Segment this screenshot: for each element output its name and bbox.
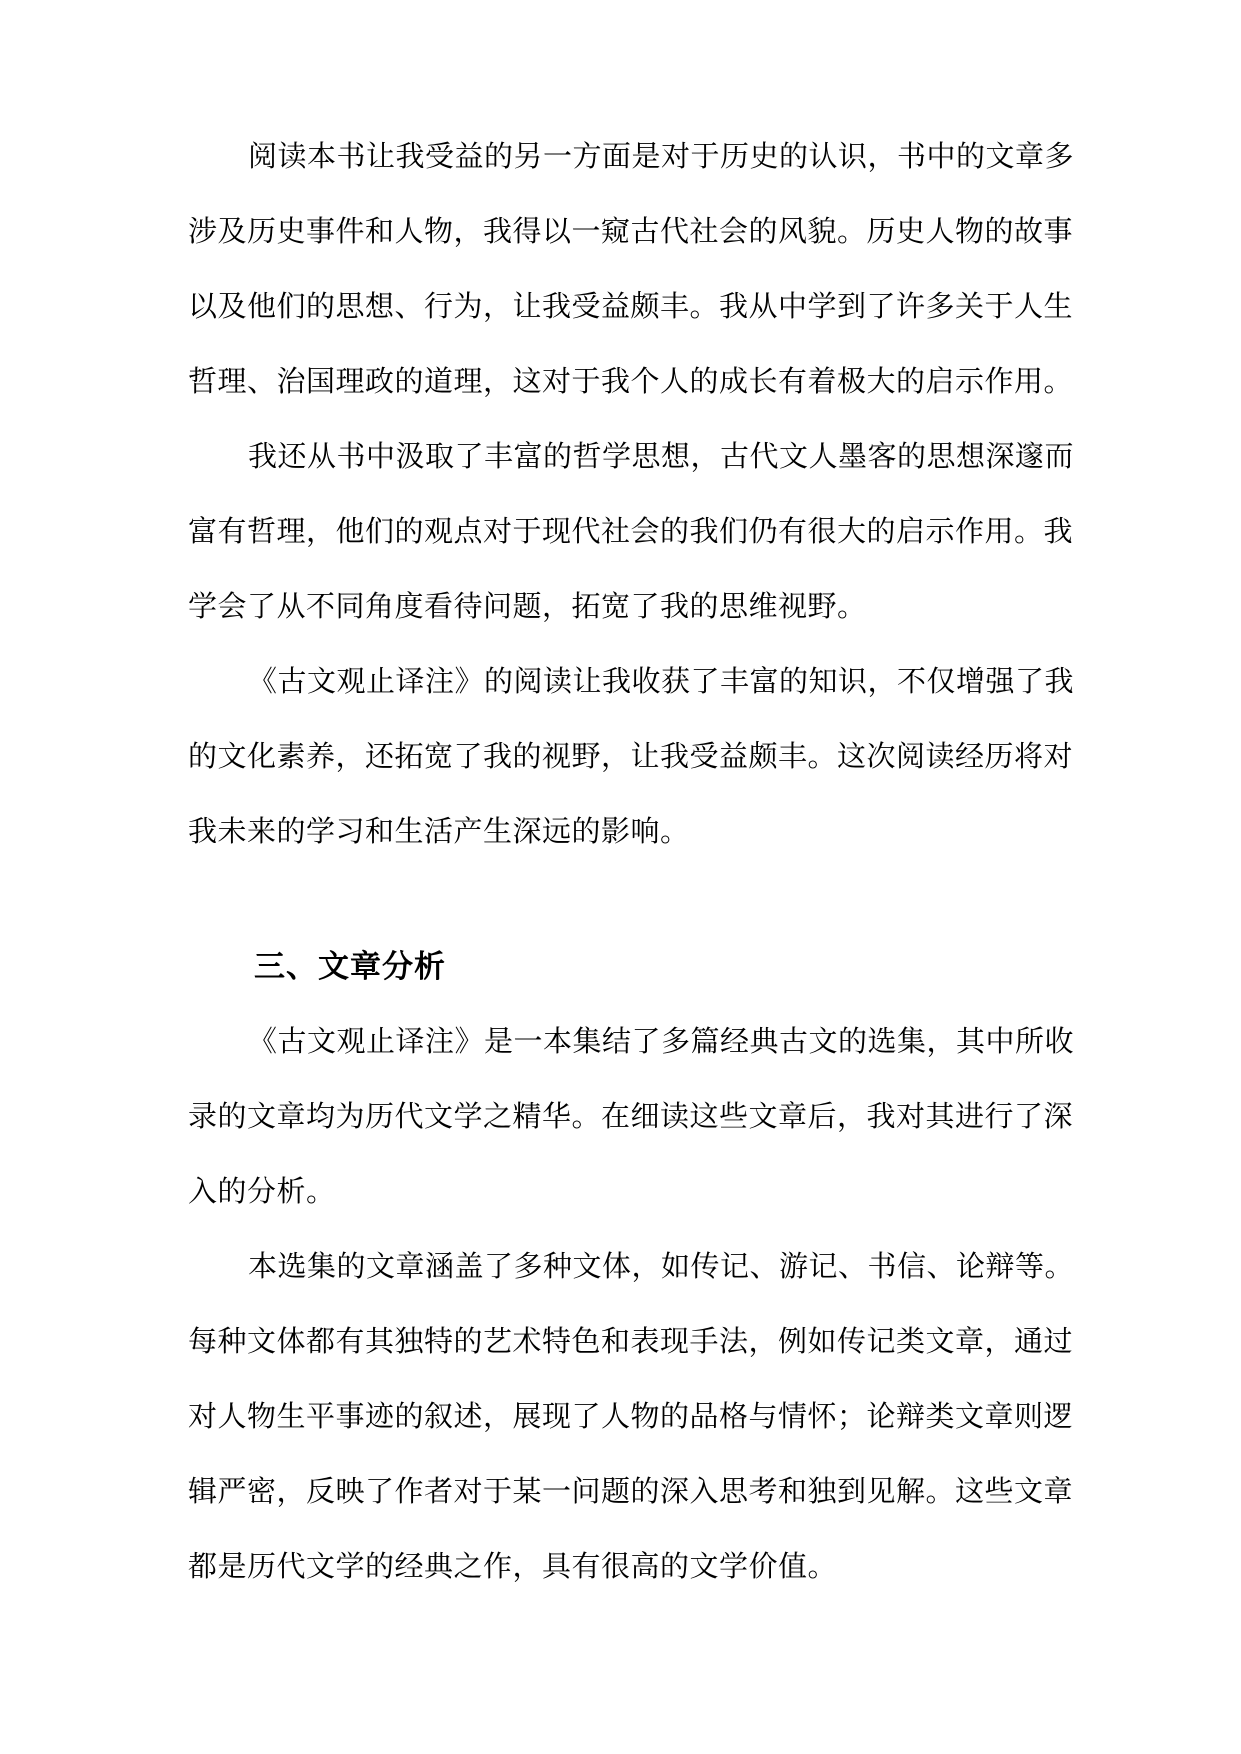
paragraph-line: 富有哲理，他们的观点对于现代社会的我们仍有很大的启示作用。我 xyxy=(188,514,1074,548)
paragraph-line: 本选集的文章涵盖了多种文体，如传记、游记、书信、论辩等。 xyxy=(248,1249,1075,1283)
paragraph-line: 哲理、治国理政的道理，这对于我个人的成长有着极大的启示作用。 xyxy=(188,364,1074,398)
paragraph-line: 我还从书中汲取了丰富的哲学思想，古代文人墨客的思想深邃而 xyxy=(248,439,1075,473)
paragraph-line: 学会了从不同角度看待问题，拓宽了我的思维视野。 xyxy=(188,589,867,623)
paragraph-line: 辑严密，反映了作者对于某一问题的深入思考和独到见解。这些文章 xyxy=(188,1474,1074,1508)
paragraph-line: 对人物生平事迹的叙述，展现了人物的品格与情怀；论辩类文章则逻 xyxy=(188,1399,1074,1433)
paragraph-line: 入的分析。 xyxy=(188,1174,336,1208)
paragraph-line: 我未来的学习和生活产生深远的影响。 xyxy=(188,814,690,848)
paragraph-line: 涉及历史事件和人物，我得以一窥古代社会的风貌。历史人物的故事 xyxy=(188,214,1074,248)
paragraph-line: 录的文章均为历代文学之精华。在细读这些文章后，我对其进行了深 xyxy=(188,1099,1074,1133)
paragraph-line: 《古文观止译注》是一本集结了多篇经典古文的选集，其中所收 xyxy=(248,1024,1075,1058)
paragraph-line: 都是历代文学的经典之作，具有很高的文学价值。 xyxy=(188,1549,838,1583)
paragraph-line: 阅读本书让我受益的另一方面是对于历史的认识，书中的文章多 xyxy=(248,139,1075,173)
paragraph-line: 的文化素养，还拓宽了我的视野，让我受益颇丰。这次阅读经历将对 xyxy=(188,739,1074,773)
paragraph-line: 以及他们的思想、行为，让我受益颇丰。我从中学到了许多关于人生 xyxy=(188,289,1074,323)
paragraph-line: 《古文观止译注》的阅读让我收获了丰富的知识，不仅增强了我 xyxy=(248,664,1075,698)
paragraph-line: 每种文体都有其独特的艺术特色和表现手法，例如传记类文章，通过 xyxy=(188,1324,1074,1358)
section-heading: 三、文章分析 xyxy=(254,949,446,985)
